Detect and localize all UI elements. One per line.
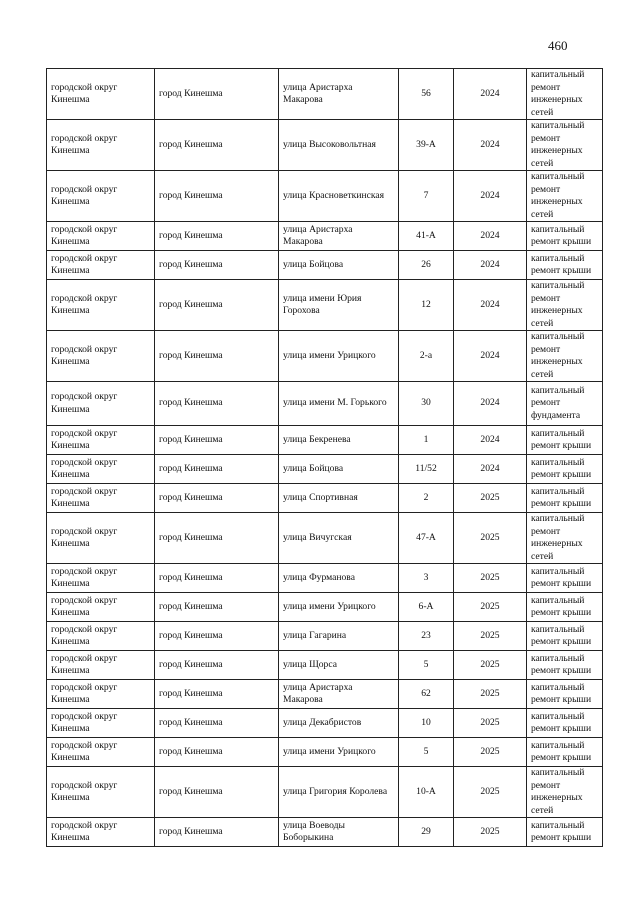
year-cell: 2024 [454, 120, 527, 171]
street-cell: улица Бойцова [279, 455, 399, 484]
table-row [47, 280, 603, 331]
work-type-cell: капитальный ремонт инженерных сетей [527, 280, 603, 331]
street-cell: улица Спортивная [279, 484, 399, 513]
table-row [47, 767, 603, 818]
city-cell: город Кинешма [155, 120, 279, 171]
district-cell: городской округ Кинешма [47, 331, 155, 382]
house-cell: 56 [399, 69, 454, 120]
house-cell: 3 [399, 564, 454, 593]
table-row [47, 593, 603, 622]
year-cell: 2025 [454, 738, 527, 767]
street-cell: улица Бойцова [279, 251, 399, 280]
work-type-cell: капитальный ремонт крыши [527, 651, 603, 680]
house-cell: 62 [399, 680, 454, 709]
page-number: 460 [548, 38, 568, 53]
house-cell: 1 [399, 426, 454, 455]
district-cell: городской округ Кинешма [47, 622, 155, 651]
house-cell: 12 [399, 280, 454, 331]
street-cell: улица Воеводы Боборыкина [279, 818, 399, 847]
year-cell: 2025 [454, 680, 527, 709]
city-cell: город Кинешма [155, 382, 279, 426]
street-cell: улица Фурманова [279, 564, 399, 593]
house-cell: 26 [399, 251, 454, 280]
table-row [47, 426, 603, 455]
district-cell: городской округ Кинешма [47, 222, 155, 251]
year-cell: 2025 [454, 564, 527, 593]
year-cell: 2024 [454, 455, 527, 484]
district-cell: городской округ Кинешма [47, 426, 155, 455]
year-cell: 2025 [454, 651, 527, 680]
work-type-cell: капитальный ремонт крыши [527, 455, 603, 484]
city-cell: город Кинешма [155, 69, 279, 120]
work-type-cell: капитальный ремонт крыши [527, 818, 603, 847]
work-type-cell: капитальный ремонт крыши [527, 564, 603, 593]
street-cell: улица имени Урицкого [279, 738, 399, 767]
house-cell: 10-А [399, 767, 454, 818]
work-type-cell: капитальный ремонт инженерных сетей [527, 69, 603, 120]
city-cell: город Кинешма [155, 171, 279, 222]
district-cell: городской округ Кинешма [47, 455, 155, 484]
street-cell: улица Декабристов [279, 709, 399, 738]
city-cell: город Кинешма [155, 513, 279, 564]
street-cell: улица Аристарха Макарова [279, 222, 399, 251]
table-row [47, 382, 603, 426]
city-cell: город Кинешма [155, 564, 279, 593]
year-cell: 2024 [454, 222, 527, 251]
table-row [47, 709, 603, 738]
year-cell: 2025 [454, 622, 527, 651]
house-cell: 29 [399, 818, 454, 847]
city-cell: город Кинешма [155, 455, 279, 484]
district-cell: городской округ Кинешма [47, 382, 155, 426]
street-cell: улица Григория Королева [279, 767, 399, 818]
year-cell: 2025 [454, 513, 527, 564]
house-cell: 47-А [399, 513, 454, 564]
work-type-cell: капитальный ремонт крыши [527, 426, 603, 455]
street-cell: улица имени М. Горького [279, 382, 399, 426]
house-cell: 11/52 [399, 455, 454, 484]
city-cell: город Кинешма [155, 767, 279, 818]
table-row [47, 171, 603, 222]
house-cell: 7 [399, 171, 454, 222]
work-type-cell: капитальный ремонт крыши [527, 709, 603, 738]
house-cell: 2 [399, 484, 454, 513]
work-type-cell: капитальный ремонт инженерных сетей [527, 513, 603, 564]
house-cell: 30 [399, 382, 454, 426]
table-row [47, 455, 603, 484]
district-cell: городской округ Кинешма [47, 651, 155, 680]
city-cell: город Кинешма [155, 484, 279, 513]
street-cell: улица Гагарина [279, 622, 399, 651]
district-cell: городской округ Кинешма [47, 680, 155, 709]
table-row [47, 69, 603, 120]
work-type-cell: капитальный ремонт крыши [527, 484, 603, 513]
table-row [47, 251, 603, 280]
city-cell: город Кинешма [155, 651, 279, 680]
year-cell: 2025 [454, 767, 527, 818]
house-cell: 39-А [399, 120, 454, 171]
district-cell: городской округ Кинешма [47, 171, 155, 222]
year-cell: 2024 [454, 251, 527, 280]
table-row [47, 120, 603, 171]
table-row [47, 651, 603, 680]
city-cell: город Кинешма [155, 426, 279, 455]
street-cell: улица имени Урицкого [279, 331, 399, 382]
district-cell: городской округ Кинешма [47, 69, 155, 120]
district-cell: городской округ Кинешма [47, 767, 155, 818]
district-cell: городской округ Кинешма [47, 818, 155, 847]
table-row [47, 222, 603, 251]
table-row [47, 564, 603, 593]
repair-schedule-table [46, 68, 603, 847]
street-cell: улица имени Урицкого [279, 593, 399, 622]
city-cell: город Кинешма [155, 680, 279, 709]
work-type-cell: капитальный ремонт фундамента [527, 382, 603, 426]
district-cell: городской округ Кинешма [47, 484, 155, 513]
district-cell: городской округ Кинешма [47, 709, 155, 738]
district-cell: городской округ Кинешма [47, 513, 155, 564]
house-cell: 23 [399, 622, 454, 651]
city-cell: город Кинешма [155, 222, 279, 251]
street-cell: улица Красноветкинская [279, 171, 399, 222]
work-type-cell: капитальный ремонт крыши [527, 680, 603, 709]
street-cell: улица Вичугская [279, 513, 399, 564]
year-cell: 2024 [454, 69, 527, 120]
work-type-cell: капитальный ремонт крыши [527, 222, 603, 251]
district-cell: городской округ Кинешма [47, 120, 155, 171]
year-cell: 2025 [454, 709, 527, 738]
street-cell: улица Щорса [279, 651, 399, 680]
district-cell: городской округ Кинешма [47, 280, 155, 331]
street-cell: улица имени Юрия Горохова [279, 280, 399, 331]
district-cell: городской округ Кинешма [47, 564, 155, 593]
work-type-cell: капитальный ремонт инженерных сетей [527, 331, 603, 382]
table-row [47, 484, 603, 513]
year-cell: 2024 [454, 171, 527, 222]
table-row [47, 680, 603, 709]
table-row [47, 513, 603, 564]
street-cell: улица Аристарха Макарова [279, 680, 399, 709]
city-cell: город Кинешма [155, 331, 279, 382]
house-cell: 5 [399, 651, 454, 680]
city-cell: город Кинешма [155, 593, 279, 622]
house-cell: 41-А [399, 222, 454, 251]
city-cell: город Кинешма [155, 622, 279, 651]
year-cell: 2024 [454, 382, 527, 426]
city-cell: город Кинешма [155, 280, 279, 331]
work-type-cell: капитальный ремонт крыши [527, 593, 603, 622]
work-type-cell: капитальный ремонт крыши [527, 622, 603, 651]
year-cell: 2025 [454, 818, 527, 847]
table-row [47, 331, 603, 382]
street-cell: улица Бекренева [279, 426, 399, 455]
year-cell: 2024 [454, 280, 527, 331]
table-row [47, 622, 603, 651]
district-cell: городской округ Кинешма [47, 593, 155, 622]
house-cell: 2-а [399, 331, 454, 382]
district-cell: городской округ Кинешма [47, 738, 155, 767]
year-cell: 2024 [454, 426, 527, 455]
year-cell: 2025 [454, 484, 527, 513]
city-cell: город Кинешма [155, 818, 279, 847]
house-cell: 6-А [399, 593, 454, 622]
work-type-cell: капитальный ремонт крыши [527, 251, 603, 280]
house-cell: 10 [399, 709, 454, 738]
city-cell: город Кинешма [155, 738, 279, 767]
table-row [47, 738, 603, 767]
work-type-cell: капитальный ремонт инженерных сетей [527, 120, 603, 171]
house-cell: 5 [399, 738, 454, 767]
street-cell: улица Аристарха Макарова [279, 69, 399, 120]
year-cell: 2024 [454, 331, 527, 382]
work-type-cell: капитальный ремонт инженерных сетей [527, 767, 603, 818]
table-row [47, 818, 603, 847]
work-type-cell: капитальный ремонт крыши [527, 738, 603, 767]
street-cell: улица Высоковольтная [279, 120, 399, 171]
district-cell: городской округ Кинешма [47, 251, 155, 280]
city-cell: город Кинешма [155, 251, 279, 280]
year-cell: 2025 [454, 593, 527, 622]
city-cell: город Кинешма [155, 709, 279, 738]
work-type-cell: капитальный ремонт инженерных сетей [527, 171, 603, 222]
